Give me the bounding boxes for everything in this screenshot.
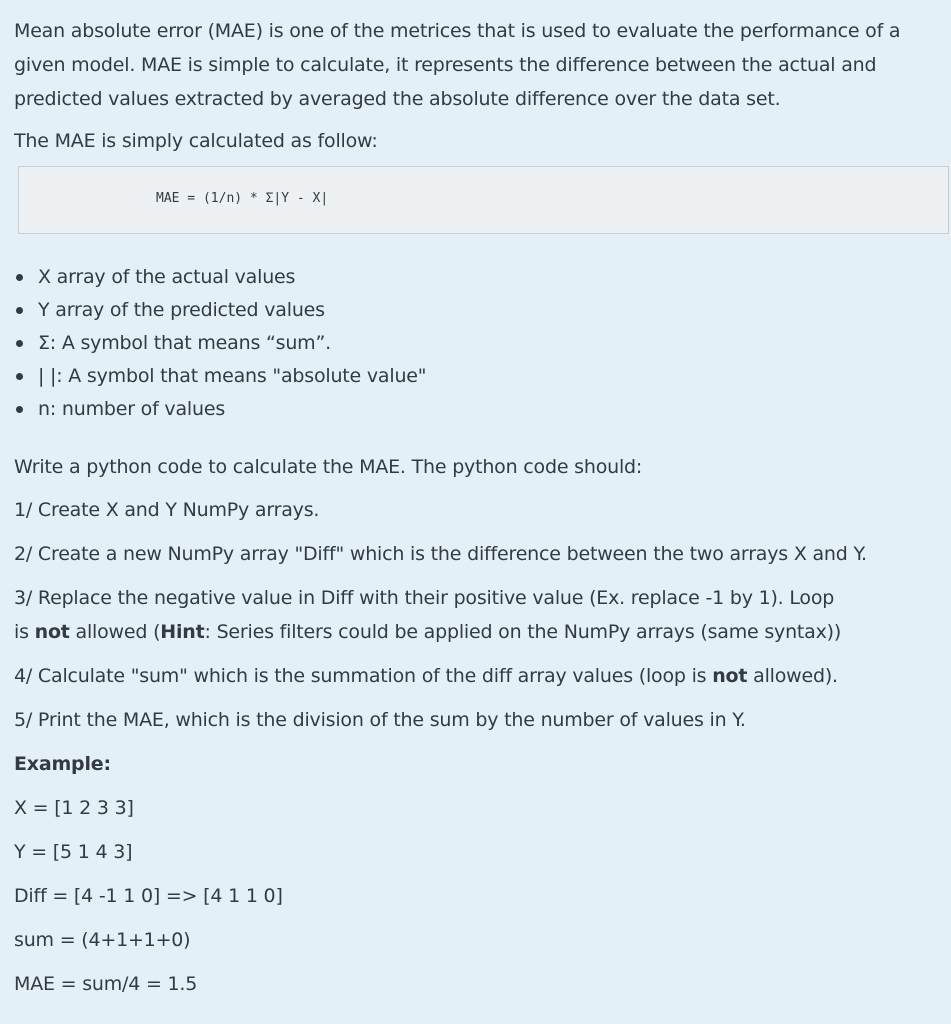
example-sum: sum = (4+1+1+0)	[14, 929, 191, 951]
not-emphasis: not	[712, 665, 748, 687]
hint-emphasis: Hint	[160, 621, 205, 643]
formula-text: MAE = (1/n) * Σ|Y - X|	[156, 191, 329, 206]
example-y: Y = [5 1 4 3]	[14, 841, 133, 863]
example-mae: MAE = sum/4 = 1.5	[14, 973, 198, 995]
step-4-text: 4/ Calculate "sum" which is the summation of the diff array values (loop is not allowed).	[14, 665, 838, 687]
formula-code-block	[18, 166, 949, 234]
intro-paragraph: Mean absolute error (MAE) is one of the metrices that is used to evaluate the performance of a given model. MAE is simple to calculate, it represents the difference between the actual and predicted values extracted by averaged the absolute difference over the data set.	[14, 20, 901, 110]
example-diff: Diff = [4 -1 1 0] => [4 1 1 0]	[14, 885, 283, 907]
task-intro-text: Write a python code to calculate the MAE. The python code should:	[14, 456, 643, 478]
definition-item-y: Y array of the predicted values	[0, 294, 426, 327]
step-1-text: 1/ Create X and Y NumPy arrays.	[14, 499, 320, 521]
definition-item-n: n: number of values	[0, 393, 426, 426]
example-x: X = [1 2 3 3]	[14, 797, 134, 819]
definition-list	[0, 261, 426, 426]
step-2-text: 2/ Create a new NumPy array "Diff" which is the difference between the two arrays X and Y.	[14, 543, 867, 565]
example-heading: Example:	[14, 753, 111, 775]
not-emphasis: not	[34, 621, 70, 643]
calc-intro-text: The MAE is simply calculated as follow:	[14, 130, 378, 152]
definition-item-abs: | |: A symbol that means "absolute value"	[0, 360, 426, 393]
definition-item-x: X array of the actual values	[0, 261, 426, 294]
step-3-line-2: is not allowed (Hint: Series filters could be applied on the NumPy arrays (same syntax))	[14, 621, 842, 643]
step-5-text: 5/ Print the MAE, which is the division of the sum by the number of values in Y.	[14, 709, 746, 731]
definition-item-sigma: Σ: A symbol that means “sum”.	[0, 327, 426, 360]
step-3-line-1: 3/ Replace the negative value in Diff with their positive value (Ex. replace -1 by 1). Loop	[14, 587, 835, 609]
